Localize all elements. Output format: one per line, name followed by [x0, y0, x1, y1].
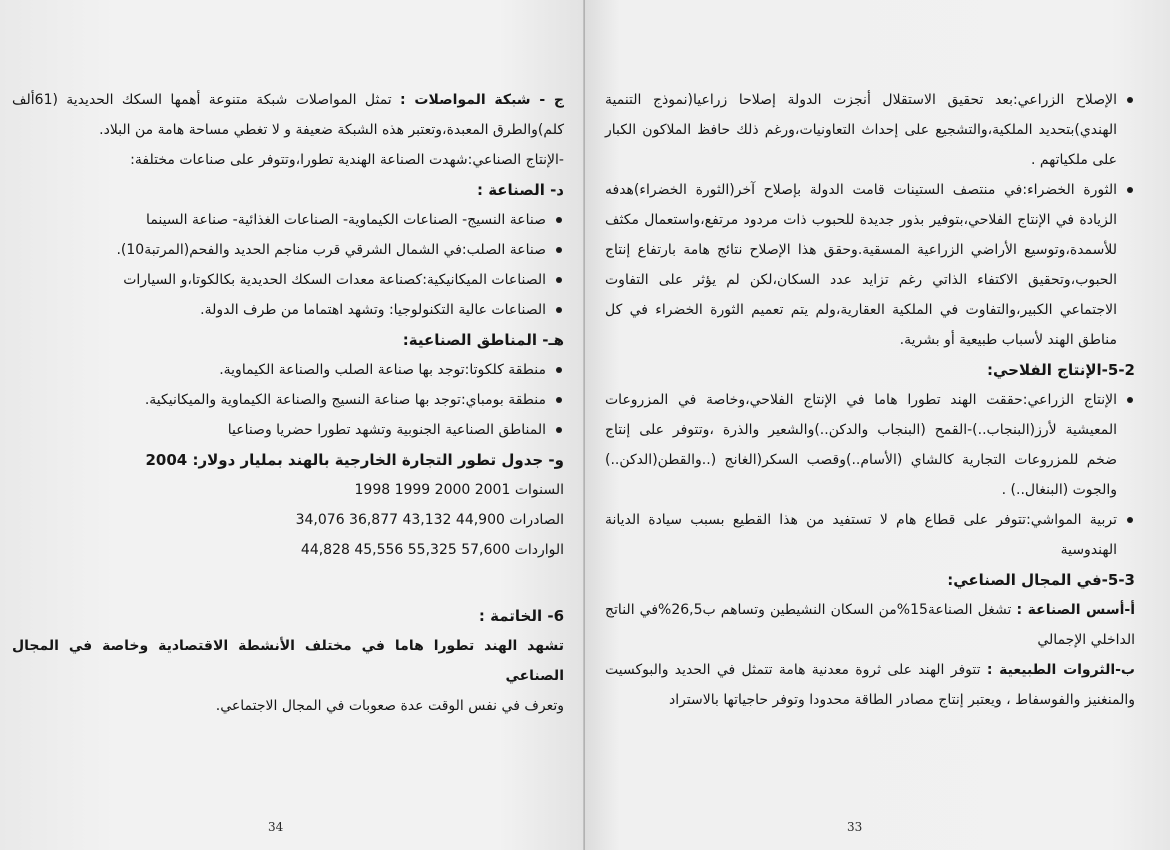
industry-list	[12, 205, 564, 325]
list-item-text: الصناعات الميكانيكية:كصناعة معدات السكك الحديدية بكالكوتا،و السيارات	[123, 272, 546, 288]
industrial-production-intro: -الإنتاج الصناعي:شهدت الصناعة الهندية تطورا،وتتوفر على صناعات مختلفة:	[130, 152, 564, 168]
bullet-icon	[556, 367, 562, 373]
list-item	[605, 385, 1135, 505]
list-item-text: المناطق الصناعية الجنوبية وتشهد تطورا حضريا وصناعيا	[227, 422, 546, 438]
list-item-text: منطقة كلكوتا:توجد بها صناعة الصلب والصناعة الكيماوية.	[219, 362, 546, 378]
list-item-text: تربية المواشي:تتوفر على قطاع هام لا تستفيد من هذا القطيع بسبب سيادة الديانة الهندوسية	[605, 512, 1117, 558]
section-b-resources	[605, 655, 1135, 715]
section-c-transport	[12, 85, 564, 145]
section-b-text: تتوفر الهند على ثروة معدنية هامة تتمثل في الحديد والبوكسيت والمنغنيز والفوسفاط ، ويعتبر إنتاج مصادر الطاقة محدودا وتوفر حاجياتها بالاستراد	[605, 662, 1135, 708]
list-item	[605, 85, 1135, 175]
page-33-column	[605, 85, 1135, 715]
list-item-text: الصناعات عالية التكنولوجيا: وتشهد اهتماما من طرف الدولة.	[200, 302, 546, 318]
list-item	[12, 205, 564, 235]
section-a-foundations	[605, 595, 1135, 655]
bullet-icon	[1127, 187, 1133, 193]
trade-exports-row	[12, 505, 564, 535]
conclusion-heading: 6- الخاتمة :	[478, 607, 564, 625]
list-item-text: الثورة الخضراء:في منتصف الستينات قامت الدولة بإصلاح آخر(الثورة الخضراء)هدفه الزيادة في الإنتاج الفلاحي،بتوفير بذور جديدة للحبوب ذات مردود مرتفع،واستعمال مكثف للأسمدة،وتوسيع الأراضي الزراعية المسقية.وحقق هذا الإصلاح نتائج هامة بارتفاع إنتاج الحبوب،وتحقيق الاكتفاء الذاتي رغم تزايد عدد السكان،لكن لم يؤثر على التفاوت الاجتماعي الكبير،والتفاوت في الملكية العقارية،ولم يتم تعميم الثورة الخضراء في كل مناطق الهند لأسباب طبيعية أو بشرية.	[605, 182, 1117, 348]
trade-exports-label: الصادرات	[509, 512, 564, 528]
bullet-icon	[556, 277, 562, 283]
page-number: 33	[847, 820, 863, 834]
trade-imports-row	[12, 535, 564, 565]
reform-list	[605, 85, 1135, 355]
page-34-column	[12, 85, 564, 721]
list-item	[12, 415, 564, 445]
trade-years-values: 1998 1999 2000 2001	[354, 482, 511, 498]
trade-imports-values: 44,828 45,556 55,325 57,600	[300, 542, 511, 558]
list-item	[12, 295, 564, 325]
section-a-label: أ-أسس الصناعة :	[1016, 602, 1136, 618]
section-b-label: ب-الثروات الطبيعية :	[986, 662, 1135, 678]
list-item	[12, 385, 564, 415]
section-f-heading: و- جدول تطور التجارة الخارجية بالهند بمليار دولار: 2004	[145, 451, 564, 469]
bullet-icon	[556, 217, 562, 223]
trade-imports-label: الواردات	[514, 542, 564, 558]
industrial-zones-list	[12, 355, 564, 445]
bullet-icon	[556, 427, 562, 433]
bullet-icon	[556, 247, 562, 253]
conclusion-text: وتعرف في نفس الوقت عدة صعوبات في المجال الاجتماعي.	[215, 698, 564, 714]
list-item	[12, 265, 564, 295]
section-a-text: تشغل الصناعة15%من السكان النشيطين وتساهم ب26,5%في الناتج الداخلي الإجمالي	[605, 602, 1135, 648]
section-c-label: ج - شبكة المواصلات :	[400, 92, 564, 108]
conclusion-bold-text: تشهد الهند تطورا هاما في مختلف الأنشطة الاقتصادية وخاصة في المجال الصناعي	[12, 638, 564, 684]
agriculture-list	[605, 385, 1135, 565]
bullet-icon	[1127, 97, 1133, 103]
list-item	[605, 505, 1135, 565]
bullet-icon	[1127, 517, 1133, 523]
page-number: 34	[268, 820, 284, 834]
bullet-icon	[556, 307, 562, 313]
page-33	[585, 0, 1170, 850]
section-c-text: تمثل المواصلات شبكة متنوعة أهمها السكك الحديدية (61ألف كلم)والطرق المعبدة،وتعتبر هذه الشبكة ضعيفة و لا تغطي مساحة هامة من البلاد.	[12, 92, 564, 138]
bullet-icon	[1127, 397, 1133, 403]
list-item	[605, 175, 1135, 355]
heading-5-2: 5-2-الإنتاج الفلاحي:	[986, 361, 1135, 379]
list-item-text: منطقة بومباي:توجد بها صناعة النسيج والصناعة الكيماوية والميكانيكية.	[144, 392, 546, 408]
list-item-text: صناعة الصلب:في الشمال الشرقي قرب مناجم الحديد والفحم(المرتبة10).	[116, 242, 546, 258]
list-item	[12, 355, 564, 385]
list-item	[12, 235, 564, 265]
list-item-text: الإنتاج الزراعي:حققت الهند تطورا هاما في الإنتاج الفلاحي،وخاصة في المزروعات المعيشية لأرز(البنجاب..)-القمح (البنجاب والدكن..)والشعير والذرة ،وتتوفر على إنتاج ضخم للمزروعات التجارية كالشاي (الأسام..)وقصب السكر(الغانج (..والقطن(الدكن..) والجوت (البنغال..) .	[605, 392, 1117, 498]
list-item-text: الإصلاح الزراعي:بعد تحقيق الاستقلال أنجزت الدولة إصلاحا زراعيا(نموذج التنمية الهندي)بتحديد الملكية،والتشجيع على إحداث التعاونيات،ورغم ذلك حافظ الملاكون الكبار على ملكياتهم .	[605, 92, 1117, 168]
list-item-text: صناعة النسيج- الصناعات الكيماوية- الصناعات الغذائية- صناعة السينما	[146, 212, 546, 228]
heading-5-3: 5-3-في المجال الصناعي:	[947, 571, 1135, 589]
trade-exports-values: 34,076 36,877 43,132 44,900	[295, 512, 505, 528]
trade-years-label: السنوات	[514, 482, 564, 498]
section-d-heading: د- الصناعة :	[476, 181, 564, 199]
bullet-icon	[556, 397, 562, 403]
trade-years-row	[12, 475, 564, 505]
section-e-heading: هـ- المناطق الصناعية:	[402, 331, 564, 349]
